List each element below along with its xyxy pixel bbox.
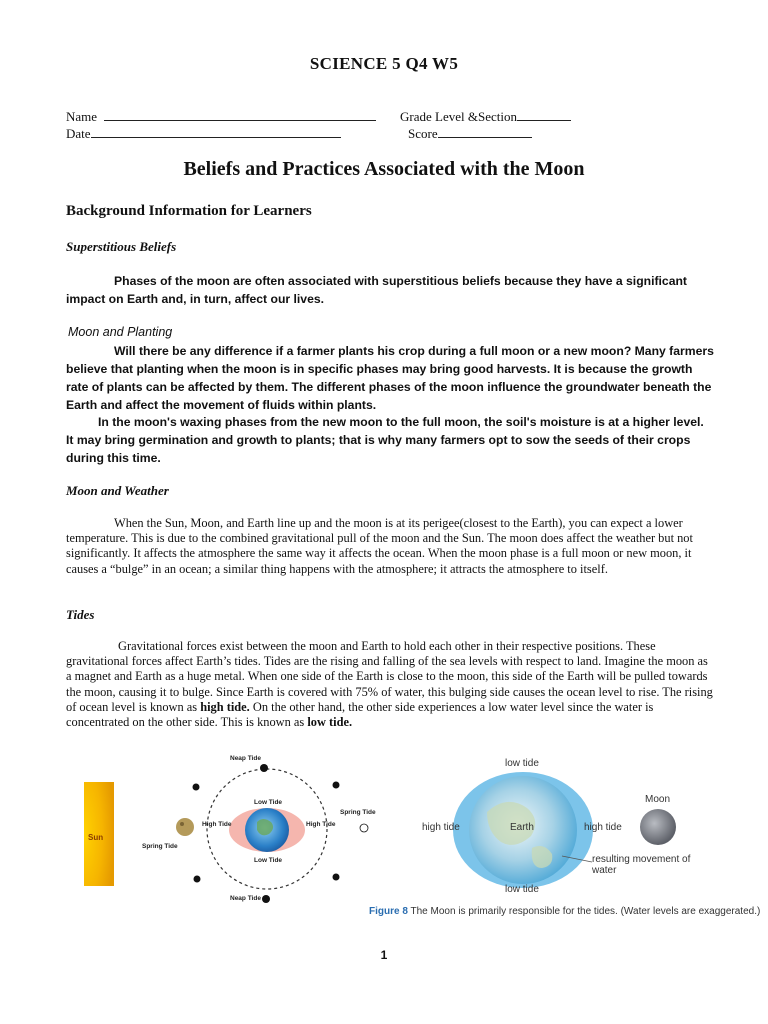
score-blank[interactable]: [438, 125, 532, 138]
date-blank[interactable]: [91, 125, 341, 138]
neap-tide-bottom-label: Neap Tide: [230, 895, 261, 902]
earth-tides-diagram: [392, 752, 726, 924]
score-label: Score: [408, 126, 438, 141]
sun-label: Sun: [88, 833, 104, 842]
planting-paragraph-1: Will there be any difference if a farmer plants his crop during a full moon or a new moon? Many farmers believe that planting when the moon is in specific phases may bring good harvests. It is because the growth rate of plants can be affected by them. The different phases of the moon influence the groundwater beneath the Earth and affect the movement of fluids within plants.: [66, 344, 714, 412]
weather-heading: Moon and Weather: [66, 483, 169, 498]
low-tide-top-label-right: low tide: [505, 758, 539, 769]
neap-tide-top-label: Neap Tide: [230, 755, 261, 762]
high-tide-left-label: High Tide: [202, 821, 232, 828]
section-heading: Background Information for Learners: [66, 203, 312, 219]
planting-paragraph-2: In the moon's waxing phases from the new moon to the full moon, the soil's moisture is at a higher level. It may bring germination and growth to plants; that is why many farmers opt to sow the seeds of their crops during this time.: [66, 415, 704, 465]
spring-tide-left-label: Spring Tide: [142, 843, 178, 850]
weather-paragraph: When the Sun, Moon, and Earth line up and the moon is at its perigee(closest to the Earth), you can expect a lower temperature. This is due to the combined gravitational pull of the moon and the Sun. The moon does affect the weather but not significantly. It affects the atmosphere the same way it affects the ocean. When the moon phase is a full moon or new moon, it causes a “bulge” in an ocean; a similar thing happens with the atmosphere; it attracts the atmosphere to itself.: [66, 516, 693, 576]
moon-sphere: [640, 809, 676, 845]
low-tide-top-label: Low Tide: [254, 799, 283, 806]
page-number: 1: [380, 948, 388, 962]
moon-bottom: [262, 895, 270, 903]
grade-section-label: Grade Level &Section: [400, 109, 517, 124]
moon-top: [260, 764, 268, 772]
moon-phases-tide-diagram: [84, 752, 376, 912]
page-title: Beliefs and Practices Associated with the Moon: [183, 158, 585, 180]
name-label: Name: [66, 109, 98, 124]
spring-tide-right-label: Spring Tide: [340, 809, 376, 816]
date-label: Date: [66, 126, 91, 141]
tides-heading: Tides: [66, 607, 95, 622]
low-tide-term: low tide.: [307, 715, 353, 730]
superstitious-heading: Superstitious Beliefs: [66, 239, 177, 254]
superstitious-paragraph: Phases of the moon are often associated with superstitious beliefs because they have a significant impact on Earth and, in turn, affect our lives.: [66, 274, 687, 306]
moon-right: [360, 824, 368, 832]
earth-label: Earth: [510, 822, 534, 833]
high-tide-right-label-right: high tide: [584, 822, 622, 833]
moon-top-right: [333, 782, 340, 789]
date-score-row: [66, 125, 438, 142]
moon-left: [176, 818, 194, 836]
high-tide-left-label-right: high tide: [422, 822, 460, 833]
planting-heading: Moon and Planting: [68, 325, 173, 339]
high-tide-term: high tide.: [200, 699, 250, 714]
moon-bottom-left: [194, 876, 201, 883]
figure-caption-text: The Moon is primarily responsible for the tides. (Water levels are exaggerated.): [410, 906, 761, 917]
tides-paragraph: Gravitational forces exist between the moon and Earth to hold each other in their respective positions. These gravitational forces affect Earth’s tides. Tides are the rising and falling of the sea levels with respect to land. Imagine the moon as a magnet and Earth as a huge metal. When one side of the Earth is close to the moon, this side of the Earth will be pulled towards the moon, causing it to bulge. Since Earth is covered with 75% of water, this bulging side causes the ocean level to rise. The rising of ocean level is known as high tide. On the other hand, the other side experiences a low water level since the water is concentrated on the other side. This is known as low tide.: [66, 639, 713, 730]
moon-bottom-right: [333, 874, 340, 881]
low-tide-bottom-label: Low Tide: [254, 857, 283, 864]
high-tide-right-label: High Tide: [306, 821, 336, 828]
name-grade-row: [66, 108, 517, 125]
moon-label: Moon: [645, 794, 671, 805]
grade-section-blank[interactable]: [517, 108, 571, 121]
moon-top-left: [193, 784, 200, 791]
low-tide-bottom-label-right: low tide: [505, 884, 539, 895]
document-code: SCIENCE 5 Q4 W5: [309, 54, 459, 73]
figure-caption: [369, 906, 760, 917]
water-movement-label: resulting movement of water: [592, 854, 691, 876]
figure-caption-label: Figure 8: [369, 906, 408, 917]
name-blank[interactable]: [104, 108, 376, 121]
